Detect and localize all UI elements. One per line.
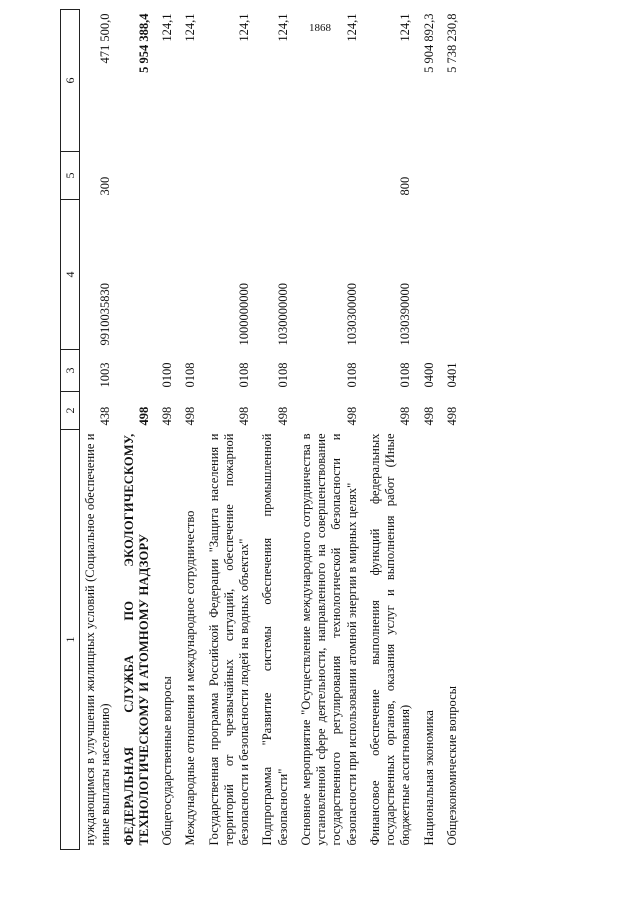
table-body — [80, 10, 466, 850]
row-target-code — [419, 200, 442, 350]
header-cell: 4 — [61, 200, 80, 350]
table-row — [180, 10, 203, 850]
row-name: Финансовое обеспечение выполнения функций федеральных государственных органов, оказания услуг и выполнения работ (Иные бюджетные ассигнования) — [367, 433, 413, 846]
row-expense-type-code — [119, 152, 158, 200]
row-amount: 124,1 — [237, 13, 251, 42]
row-target-code: 1030000000 — [275, 283, 290, 346]
budget-table — [60, 9, 465, 850]
row-section-code: 0108 — [275, 362, 290, 388]
row-amount: 124,1 — [160, 13, 174, 42]
row-expense-type-code — [204, 152, 258, 200]
row-name: Общеэкономические вопросы — [444, 685, 459, 846]
table-row — [419, 10, 442, 850]
row-expense-type-code: 800 — [398, 176, 413, 196]
table-row — [442, 10, 465, 850]
row-name: Государственная программа Российской Федерации "Защита населения и территорий от чрезвычайных ситуаций, обеспечение пожарной безопасности и безопасности людей на водных объектах" — [206, 433, 251, 846]
row-target-code: 1030390000 — [398, 283, 413, 346]
header-row — [61, 10, 80, 850]
row-target-code — [119, 200, 158, 350]
row-ved-code: 498 — [160, 406, 174, 426]
row-ved-code: 498 — [421, 406, 436, 426]
row-section-code: 0108 — [398, 362, 413, 388]
row-amount: 124,1 — [275, 13, 290, 42]
page-number: 1868 — [309, 22, 331, 34]
row-target-code — [180, 200, 203, 350]
row-expense-type-code: 300 — [98, 176, 113, 196]
rotated-table-container — [60, 0, 530, 850]
row-ved-code: 498 — [237, 406, 251, 426]
row-name: нуждающимся в улучшении жилищных условий (Социальное обеспечение и иные выплаты населению) — [83, 433, 113, 846]
row-section-code: 0108 — [344, 362, 359, 388]
row-section-code: 1003 — [98, 362, 113, 388]
row-expense-type-code — [157, 152, 180, 200]
row-section-code: 0108 — [237, 362, 251, 388]
row-ved-code: 498 — [444, 406, 459, 426]
header-cell: 1 — [61, 430, 80, 850]
table-row — [257, 10, 296, 850]
row-ved-code: 498 — [398, 406, 413, 426]
row-target-code — [442, 200, 465, 350]
row-name: Общегосударственные вопросы — [160, 676, 174, 846]
row-amount: 124,1 — [344, 13, 359, 42]
row-amount: 124,1 — [398, 13, 413, 42]
row-section-code — [119, 350, 158, 392]
row-amount: 124,1 — [183, 13, 198, 42]
row-section-code: 0400 — [421, 362, 436, 388]
row-target-code: 9910035830 — [98, 283, 113, 346]
row-expense-type-code — [180, 152, 203, 200]
row-expense-type-code — [442, 152, 465, 200]
row-target-code: 1030300000 — [344, 283, 359, 346]
table-row — [119, 10, 158, 850]
row-amount: 5 954 388,4 — [136, 13, 151, 73]
row-amount: 5 738 230,8 — [444, 13, 459, 73]
row-name: Национальная экономика — [421, 710, 436, 846]
row-ved-code: 498 — [136, 406, 151, 426]
row-amount: 5 904 892,3 — [421, 13, 436, 73]
table-row — [296, 10, 365, 850]
row-amount: 471 500,0 — [98, 13, 113, 64]
table-row — [365, 10, 419, 850]
header-cell: 3 — [61, 350, 80, 392]
header-cell: 5 — [61, 152, 80, 200]
row-section-code: 0401 — [444, 362, 459, 388]
table-row — [157, 10, 180, 850]
row-expense-type-code — [296, 152, 365, 200]
row-section-code: 0100 — [160, 362, 174, 388]
row-name: Основное мероприятие "Осуществление международного сотрудничества в установленной сфере деятельности, направленного на совершенствование государственного регулирования технологической безопасности и безопасности при использовании атомной энергии в мирных целях" — [298, 433, 359, 846]
row-section-code: 0108 — [183, 362, 198, 388]
header-cell: 2 — [61, 392, 80, 430]
row-name: Подпрограмма "Развитие системы обеспечения промышленной безопасности" — [260, 433, 290, 846]
row-target-code — [157, 200, 180, 350]
row-name: ФЕДЕРАЛЬНАЯ СЛУЖБА ПО ЭКОЛОГИЧЕСКОМУ, ТЕХНОЛОГИЧЕСКОМУ И АТОМНОМУ НАДЗОРУ — [121, 433, 151, 846]
header-cell: 6 — [61, 10, 80, 152]
row-expense-type-code — [419, 152, 442, 200]
row-ved-code: 498 — [275, 406, 290, 426]
row-expense-type-code — [257, 152, 296, 200]
table-row — [80, 10, 119, 850]
row-ved-code: 498 — [344, 406, 359, 426]
row-name: Международные отношения и международное сотрудничество — [183, 510, 198, 846]
row-ved-code: 438 — [98, 406, 113, 426]
row-ved-code: 498 — [183, 406, 198, 426]
table-row — [204, 10, 258, 850]
row-target-code: 1000000000 — [237, 283, 251, 346]
